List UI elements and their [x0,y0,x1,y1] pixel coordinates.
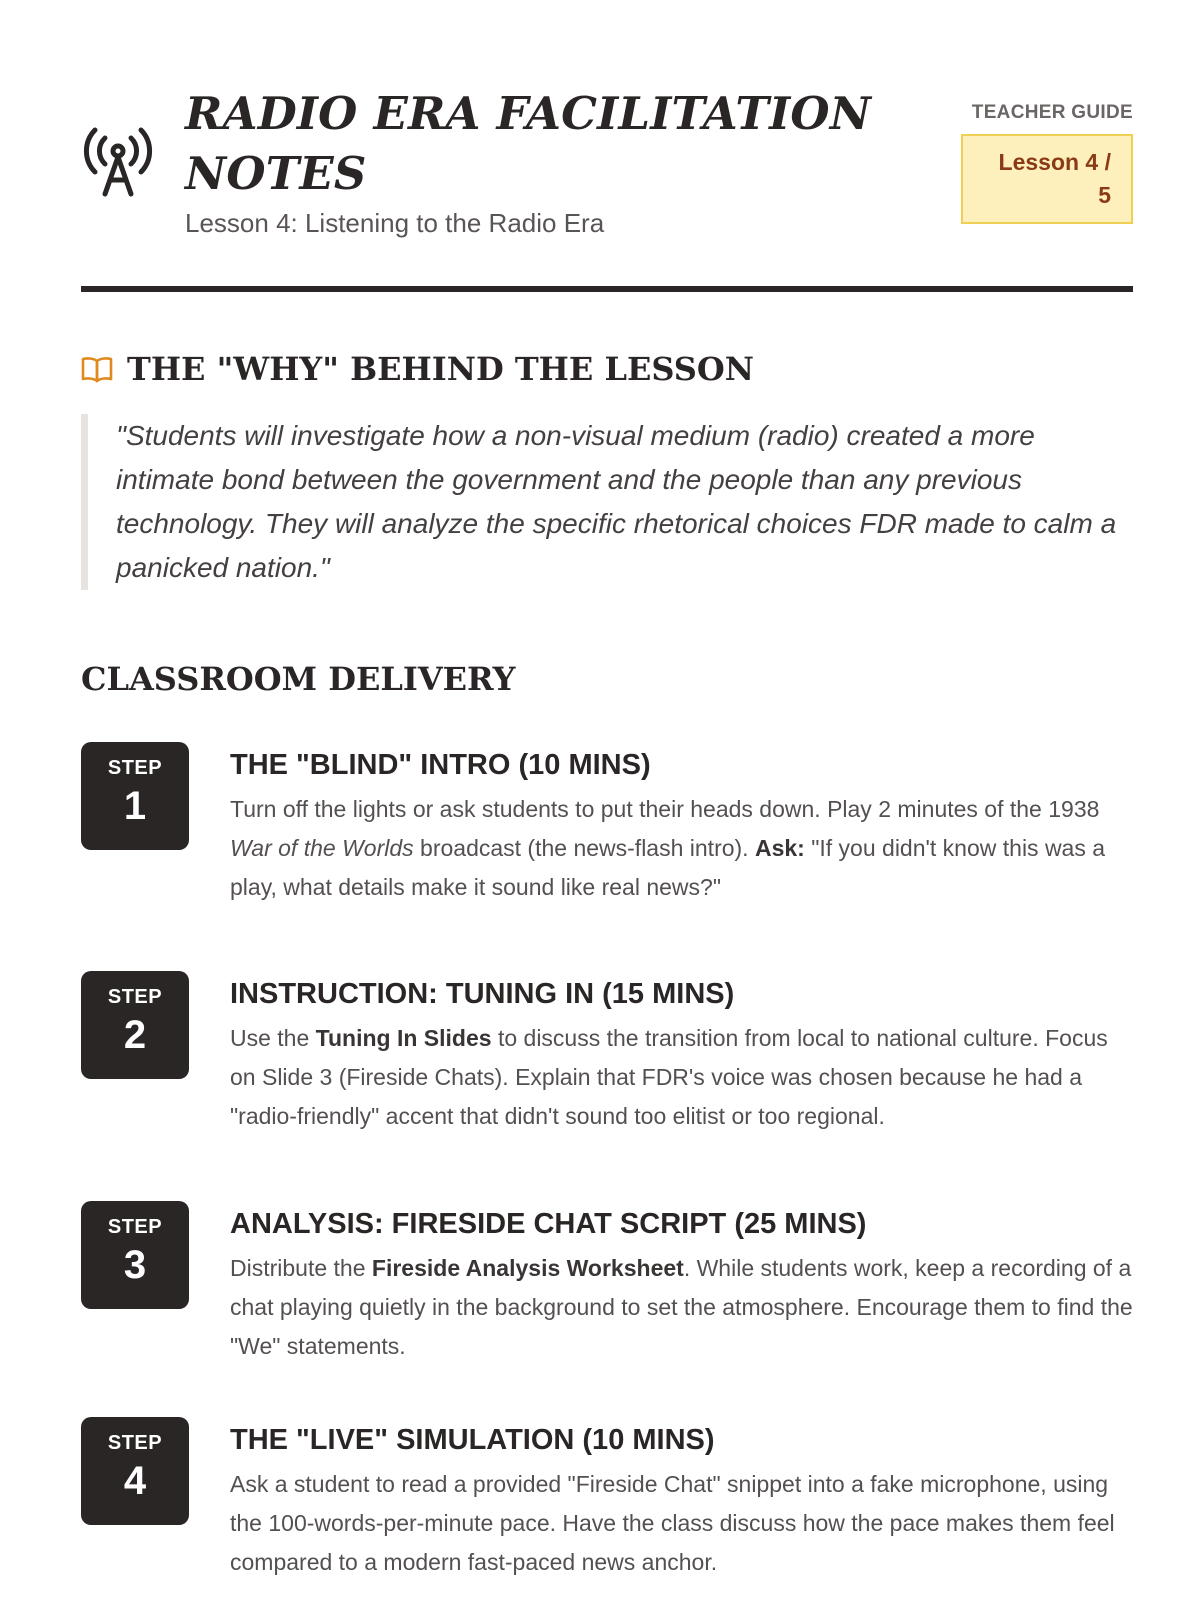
title-block [185,84,885,239]
step-title: INSTRUCTION: TUNING IN (15 MINS) [230,978,735,1010]
lesson-rationale-quote: "Students will investigate how a non-visual medium (radio) created a more intimate bond between the government and the people than any previous technology. They will analyze the specific rhetorical choices FDR made to calm a panicked nation." [81,414,1133,590]
step-number: 3 [123,1243,147,1287]
step-badge [81,742,189,850]
bold-text: Ask: [754,835,805,861]
step-number: 1 [123,784,147,828]
step-body [230,742,1133,907]
step-label: STEP [107,986,163,1008]
step-badge [81,971,189,1079]
why-section-title: THE "WHY" BEHIND THE LESSON [127,350,754,388]
step-description: Turn off the lights or ask students to put their heads down. Play 2 minutes of the 1938 War of the Worlds broadcast (the news-flash intro). Ask: "If you didn't know this was a play, what details make it sound like real news?" [230,796,1106,900]
bold-text: Fireside Analysis Worksheet [371,1255,684,1281]
step-label: STEP [107,757,163,779]
step-badge [81,1417,189,1525]
step-2 [81,971,1133,1201]
step-body [230,1417,1133,1582]
teacher-guide-block [961,102,1133,224]
step-3 [81,1201,1133,1417]
step-number: 4 [123,1459,147,1503]
step-description: Distribute the Fireside Analysis Worksheet. While students work, keep a recording of a chat playing quietly in the background to set the atmosphere. Encourage them to find the "We" statements. [230,1255,1133,1359]
page-title: RADIO ERA FACILITATION NOTES [185,87,872,200]
book-open-icon [81,355,113,383]
bold-text: Tuning In Slides [315,1025,492,1051]
why-section-heading [81,350,1133,388]
radio-tower-icon [81,124,155,198]
header-divider [81,286,1133,292]
step-label: STEP [107,1432,163,1454]
step-description: Use the Tuning In Slides to discuss the transition from local to national culture. Focus on Slide 3 (Fireside Chats). Explain that FDR's voice was chosen because he had a "radio-friendly" accent that didn't sound too elitist or too regional. [230,1025,1108,1129]
step-title: THE "LIVE" SIMULATION (10 MINS) [230,1424,715,1456]
step-4 [81,1417,1133,1582]
emphasis-text: War of the Worlds [230,835,414,861]
lesson-subtitle: Lesson 4: Listening to the Radio Era [185,208,605,238]
step-label: STEP [107,1216,163,1238]
step-number: 2 [123,1013,147,1057]
step-description: Ask a student to read a provided "Fireside Chat" snippet into a fake microphone, using the 100-words-per-minute pace. Have the class discuss how the pace makes them feel compared to a modern fast-paced news anchor. [230,1471,1115,1575]
step-body [230,1201,1133,1366]
step-title: ANALYSIS: FIRESIDE CHAT SCRIPT (25 MINS) [230,1208,867,1240]
step-badge [81,1201,189,1309]
step-1 [81,742,1133,971]
step-body [230,971,1133,1136]
teacher-guide-label: TEACHER GUIDE [971,102,1133,123]
steps-list [81,742,1133,1582]
lesson-badge: Lesson 4 / 5 [961,134,1133,224]
header [81,80,1133,286]
step-title: THE "BLIND" INTRO (10 MINS) [230,749,651,781]
facilitation-notes-page [81,80,1133,1582]
classroom-delivery-title: CLASSROOM DELIVERY [81,660,516,698]
